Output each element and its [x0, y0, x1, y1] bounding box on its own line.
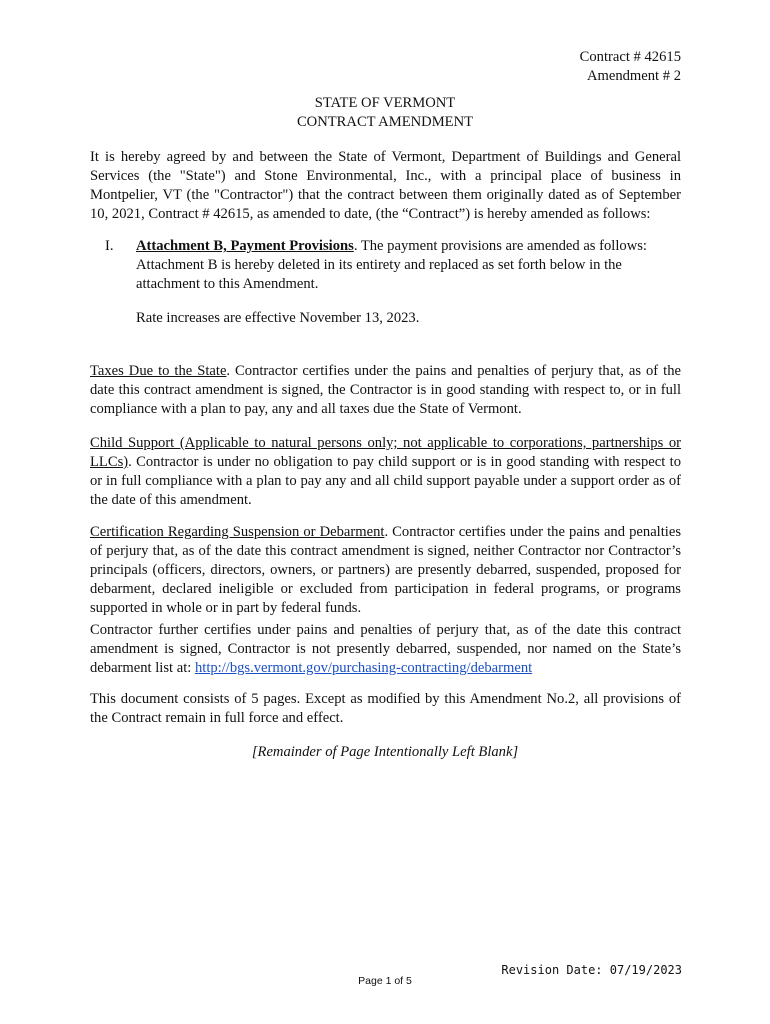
- remainder-notice: [Remainder of Page Intentionally Left Blank]: [251, 744, 519, 760]
- revision-date: Revision Date: 07/19/2023: [501, 963, 682, 977]
- item-numeral: I.: [105, 238, 114, 254]
- further-text: Contractor further certifies under pains and penalties of perjury that, as of the date this contract amendment is signed, Contractor is not presently debarred, suspended, nor named on the State’s debarment list at:: [90, 622, 681, 676]
- taxes-text: . Contractor certifies under the pains and penalties of perjury that, as of the date this contract amendment is signed, the Contractor is in good standing with respect to, or in full compliance with a plan to pay, any and all taxes due the State of Vermont.: [90, 363, 681, 417]
- closing-paragraph: This document consists of 5 pages. Except as modified by this Amendment No.2, all provisions of the Contract remain in full force and effect.: [90, 691, 681, 726]
- taxes-heading: Taxes Due to the State: [90, 363, 227, 379]
- title-line-1: STATE OF VERMONT: [314, 95, 456, 111]
- contract-number: Contract # 42615: [579, 49, 681, 65]
- document-title: [0, 94, 770, 132]
- page-number: Page 1 of 5: [358, 975, 412, 987]
- amendment-number: Amendment # 2: [586, 68, 681, 84]
- item-payment-provisions: [136, 237, 681, 294]
- debarment-list-link[interactable]: http://bgs.vermont.gov/purchasing-contracting/debarment: [194, 660, 533, 676]
- child-support-text: . Contractor is under no obligation to pay child support or is in good standing with respect to or in full compliance with a plan to pay any and all child support payable under a support order as of the date of this amendment.: [90, 454, 681, 508]
- taxes-paragraph: [90, 362, 681, 419]
- debarment-text: . Contractor certifies under the pains and penalties of perjury that, as of the date this contract amendment is signed, neither Contractor nor Contractor’s principals (officers, directors, owners, or partners) are presently debarred, suspended, proposed for debarment, declared ineligible or excluded from participation in federal programs, or programs supported in whole or in part by federal funds.: [90, 524, 681, 616]
- rate-increase-note: Rate increases are effective November 13, 2023.: [136, 310, 420, 326]
- further-certification-paragraph: [90, 621, 681, 678]
- contract-header: [580, 48, 681, 86]
- item-text: . The payment provisions are amended as follows: Attachment B is hereby deleted in its entirety and replaced as set forth below in the attachment to this Amendment.: [136, 238, 647, 292]
- debarment-paragraph: [90, 523, 681, 618]
- debarment-heading: Certification Regarding Suspension or Debarment: [90, 524, 385, 540]
- item-heading: Attachment B, Payment Provisions: [136, 238, 354, 254]
- child-support-heading: Child Support (Applicable to natural persons only; not applicable to corporations, partnerships or LLCs): [90, 435, 681, 470]
- intro-paragraph: It is hereby agreed by and between the State of Vermont, Department of Buildings and General Services (the "State") and Stone Environmental, Inc., with a principal place of business in Montpelier, VT (the "Contractor") that the contract between them originally dated as of September 10, 2021, Contract # 42615, as amended to date, (the “Contract”) is hereby amended as follows:: [90, 149, 681, 222]
- title-line-2: CONTRACT AMENDMENT: [296, 114, 474, 130]
- child-support-paragraph: [90, 434, 681, 510]
